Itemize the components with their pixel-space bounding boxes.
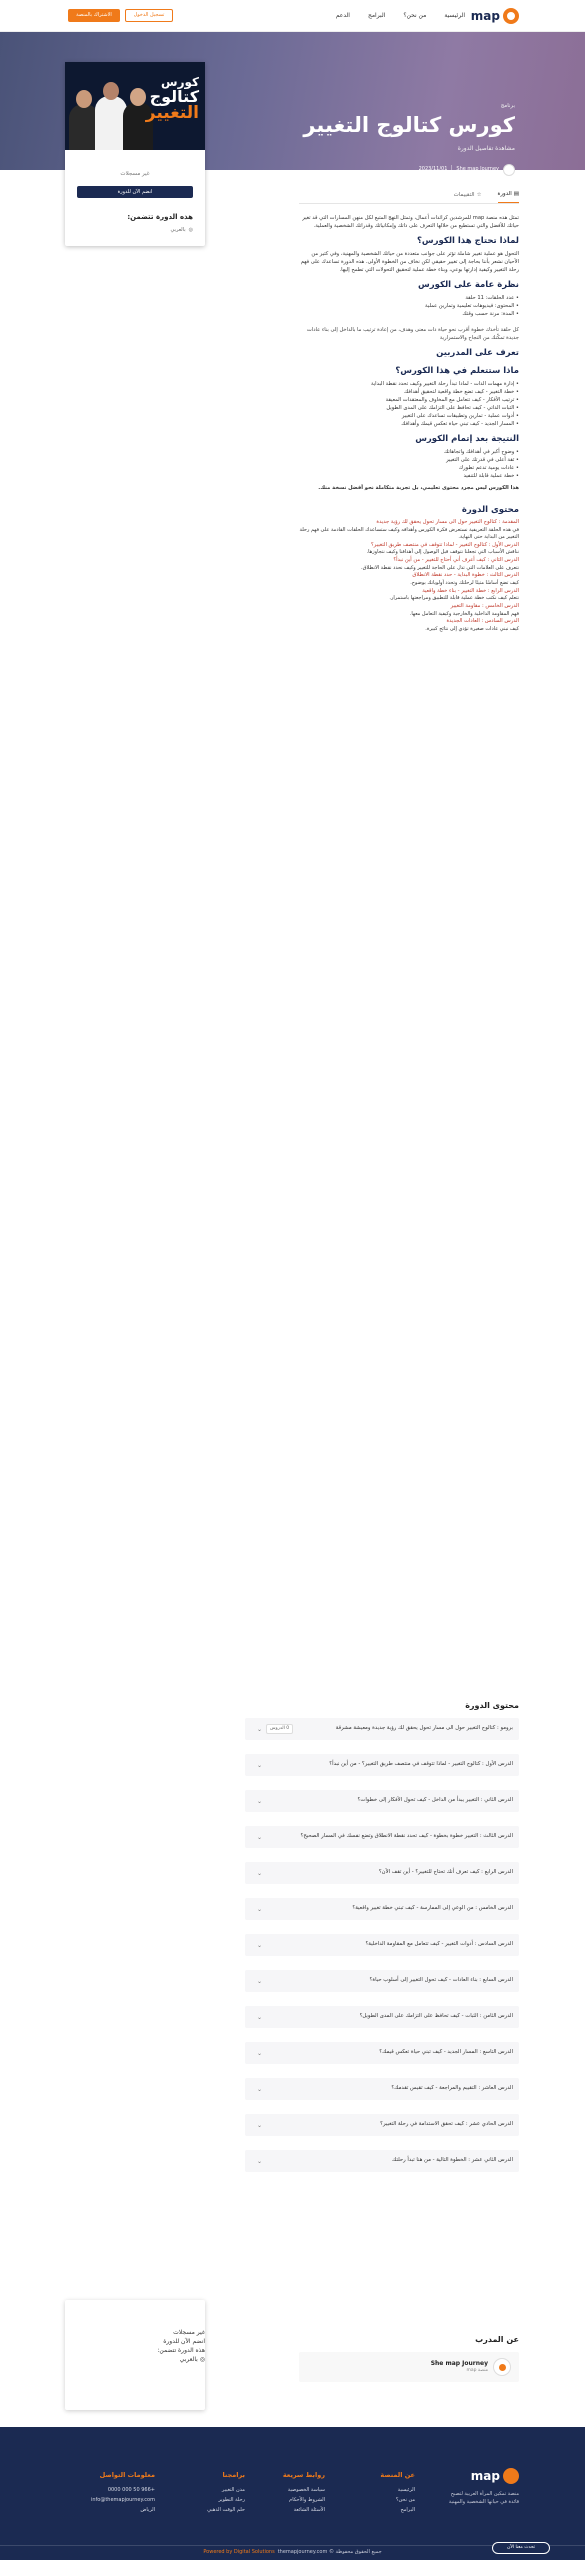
- brand-name: map: [470, 9, 500, 23]
- enroll-card: [65, 62, 205, 246]
- overview-list: [299, 294, 519, 318]
- accordion-label: الدرس الرابع : كيف تعرف أنك تحتاج للتغيير؟ - أين تقف الآن؟: [378, 1869, 513, 1876]
- closing-text: هذا الكورس ليس مجرد محتوى تعليمي، بل تجربة متكاملة نحو أفضل نسخة منك.: [318, 485, 519, 491]
- course-content-heading: محتوى الدورة: [465, 1701, 519, 1710]
- accordion-label: الدرس الثاني عشر : الخطوة التالية - من هنا تبدأ رحلتك: [392, 2157, 513, 2164]
- footer-email[interactable]: info@themapjourney.com: [90, 2497, 155, 2503]
- footer-link[interactable]: رحلة التطوير: [218, 2497, 245, 2503]
- footer-col-contact: معلومات التواصل +966 50 000 0000 info@themapjourney.com الرياض: [90, 2471, 155, 2513]
- accordion-label: برومو : كتالوج التغيير حول الى مسار تحول يحقق لك رؤية جديدة ومعيشة مشرقة: [335, 1725, 513, 1732]
- footer-logo[interactable]: map: [471, 2467, 519, 2485]
- footer-link[interactable]: مدن التغيير: [221, 2487, 245, 2493]
- brand-logo[interactable]: [471, 5, 519, 27]
- coaches-heading: تعرف على المدربين: [436, 348, 519, 359]
- page-subtitle: مشاهدة تفاصيل الدورة: [457, 145, 515, 152]
- lesson-block: الدرس السادس : العادات الجديدة كيف نبني عادات صغيرة تؤدي إلى نتائج كبيرة.: [425, 618, 519, 632]
- enroll-card-bottom: [65, 2300, 205, 2410]
- chevron-down-icon: ⌄: [257, 2157, 263, 2165]
- lesson-block: المقدمة : كتالوج التغيير حول الى مسار تحول يحقق لك رؤية جديدة في هذه الحلقة التعريفية نستعرض فكرة الكورس وأهدافه وكيف ستساعدك الحلقات القادمة على فهم رحلة التغيير من البداية حتى النهاية.: [299, 518, 519, 541]
- list-item: • المدة: مرنة حسب وقتك: [299, 310, 519, 318]
- main-nav: [336, 11, 465, 20]
- list-item: • خطة عملية قابلة للتنفيذ: [299, 472, 519, 480]
- list-item: • عدد الحلقات: 11 حلقة: [299, 294, 519, 302]
- divider: [451, 165, 452, 175]
- course-thumbnail: [65, 62, 205, 150]
- footer-col-quick: روابط سريعة سياسة الخصوصية الشروط والأحكام الأسئلة الشائعة: [282, 2471, 325, 2513]
- highlight-quote: كل حلقة تأخذك خطوة أقرب نحو حياة ذات معنى وهدف، من إعادة ترتيب ما بالداخل إلى بناء عادات جديدة تمكّنك من النجاح والاستمرارية: [306, 327, 519, 342]
- lesson-count-badge: 0 الدروس: [266, 1724, 293, 1735]
- language-row: [65, 227, 193, 235]
- accordion-item[interactable]: [245, 1718, 519, 1740]
- footer-phone[interactable]: +966 50 000 0000: [107, 2487, 155, 2493]
- coach-card[interactable]: [299, 2352, 519, 2382]
- chevron-down-icon: ⌄: [257, 2121, 263, 2129]
- coach-role: منصة map: [466, 2368, 488, 2374]
- accordion-label: الدرس الثالث : التغيير خطوة بخطوة - كيف تحدد نقطة الانطلاق وتضع نفسك في المسار الصحيح؟: [300, 1833, 513, 1840]
- book-icon: ▤: [513, 191, 519, 198]
- list-item: • عادات يومية تدعم تطورك: [299, 464, 519, 472]
- language-row: ◎ بالعربي: [179, 2356, 205, 2363]
- learn-heading: ماذا ستتعلم في هذا الكورس؟: [395, 365, 519, 376]
- course-description: [299, 214, 519, 633]
- site-footer: [0, 2427, 585, 2560]
- accordion-item[interactable]: [245, 1934, 519, 1956]
- list-item: • أدوات عملية - تمارين وتطبيقات تساعدك على التغيير: [299, 412, 519, 420]
- chevron-down-icon: ⌄: [257, 2085, 263, 2093]
- credit-text[interactable]: Powered by Digital Solutions: [203, 2549, 275, 2556]
- list-item: • الثبات الذاتي - كيف تحافظ على التزامك على المدى الطويل: [299, 404, 519, 412]
- chevron-down-icon: ⌄: [257, 1905, 263, 1913]
- accordion-item[interactable]: [245, 2042, 519, 2064]
- copyright-text: جميع الحقوق محفوظة © themapjourney.com: [277, 2549, 382, 2556]
- accordion-label: الدرس العاشر : التقييم والمراجعة - كيف تقيس تقدمك؟: [391, 2085, 513, 2092]
- course-tabs: [299, 190, 519, 204]
- list-item: • المسار الجديد - كيف تبني حياة تعكس قيمك وأهدافك: [299, 420, 519, 428]
- accordion-item[interactable]: [245, 1790, 519, 1812]
- list-item: • إدارة مهمات الذات - لماذا تبدأ رحلة التغيير وكيف تحدد نقطة البداية: [299, 380, 519, 388]
- accordion-label: الدرس الخامس : من الوعي إلى الممارسة - كيف تبني خطة تغيير واقعية؟: [352, 1905, 513, 1912]
- coach-name: She map Journey: [430, 2360, 488, 2368]
- accordion-label: الدرس السابع : بناء العادات - كيف تحول التغيير إلى أسلوب حياة؟: [369, 1977, 513, 1984]
- results-list: [299, 448, 519, 480]
- lesson-block: الدرس الثالث : خطوة البداية - حدد نقطة الانطلاق كيف تضع أساسًا متينًا لرحلتك وتحدد أولوياتك بوضوح.: [410, 572, 519, 586]
- overview-heading: نظرة عامة على الكورس: [418, 280, 519, 291]
- list-item: • المحتوى: فيديوهات تعليمية وتمارين عملية: [299, 302, 519, 310]
- chevron-down-icon: ⌄: [257, 1869, 263, 1877]
- chevron-down-icon: ⌄: [257, 1977, 263, 1985]
- list-item: • ترتيب الأفكار - كيف تتعامل مع المخاوف والمعتقدات المعيقة: [299, 396, 519, 404]
- chevron-down-icon: ⌄: [257, 1761, 263, 1769]
- lesson-block: الدرس الرابع : خطة التغيير - بناء خطة واقعية نتعلم كيف نكتب خطة عملية قابلة للتطبيق ومراجعتها باستمرار.: [389, 587, 519, 602]
- signup-button[interactable]: الاشتراك بالمنصة: [68, 9, 120, 22]
- accordion-label: الدرس التاسع : المسار الجديد - كيف تبني حياة تعكس قيمك؟: [379, 2049, 513, 2056]
- footer-col-about: عن المنصة الرئيسية من نحن؟ البرامج: [380, 2471, 415, 2513]
- top-navbar: [0, 0, 585, 32]
- page-title: كورس كتالوج التغيير: [303, 113, 515, 137]
- price-label: غير مسجلات: [173, 2329, 205, 2336]
- chevron-down-icon: ⌄: [257, 1725, 263, 1733]
- join-course-button[interactable]: انضم الآن للدورة: [77, 186, 193, 198]
- instructor-row: [419, 164, 515, 176]
- accordion-label: الدرس الثامن : الثبات - كيف تحافظ على التزامك على المدى الطويل؟: [359, 2013, 513, 2020]
- accordion-label: الدرس الحادي عشر : كيف تحقق الاستدامة في رحلة التغيير؟: [380, 2121, 513, 2128]
- accordion-item[interactable]: [245, 2006, 519, 2028]
- footer-col-programs: برامجنا مدن التغيير رحلة التطوير حلم الوقت الذهبي: [207, 2471, 245, 2513]
- join-course-button[interactable]: انضم الآن للدورة: [163, 2338, 205, 2345]
- lesson-block: الدرس الأول : كتالوج التغيير - لماذا تتوقف في منتصف طريق التغيير؟ نناقش الأسباب التي تجعلنا نتوقف قبل الوصول إلى أهدافنا وكيف نتجاوزها.: [366, 541, 519, 556]
- footer-link[interactable]: الأسئلة الشائعة: [293, 2507, 325, 2513]
- lesson-block: الدرس الخامس : مقاومة التغيير فهم المقاومة الداخلية والخارجية وكيفية التعامل معها.: [409, 602, 519, 617]
- chevron-down-icon: ⌄: [257, 2013, 263, 2021]
- intro-text: تمثل هذه منصة map للمرشدين كرائدات أعمال، وتمثل النهج المتبع لكل منهن المسارات التي قد تغير حياتك للأفضل والتي تستطيع من خلالها التعرف على ذاتك وإمكانياتك وقدراتك الشخصية والعملية.: [302, 215, 519, 230]
- chevron-down-icon: ⌄: [257, 2049, 263, 2057]
- accordion-label: الدرس الثاني : التغيير يبدأ من الداخل - كيف تحول الأفكار إلى خطوات؟: [357, 1797, 513, 1804]
- chat-button[interactable]: تحدث معنا الآن: [492, 2542, 550, 2554]
- login-button[interactable]: تسجيل الدخول: [125, 9, 173, 22]
- accordion-item[interactable]: [245, 2078, 519, 2100]
- tab-course[interactable]: ▤ الدورة: [498, 190, 520, 203]
- globe-icon: ◎: [199, 2356, 205, 2363]
- chevron-down-icon: ⌄: [257, 1833, 263, 1841]
- accordion-label: الدرس السادس : أدوات التغيير - كيف تتعامل مع المقاومة الداخلية؟: [365, 1941, 513, 1948]
- learn-list: [299, 380, 519, 428]
- nav-programs[interactable]: البرامج: [367, 12, 386, 19]
- chevron-down-icon: ⌄: [257, 1797, 263, 1805]
- price-label: غير مسجلات: [120, 171, 150, 177]
- accordion-item[interactable]: [245, 2114, 519, 2136]
- avatar: [503, 164, 515, 176]
- star-icon: ☆: [476, 191, 482, 198]
- coach-heading: عن المدرب: [475, 2335, 519, 2344]
- why-text: التحول هو عملية تغيير شاملة تؤثر على جوانب متعددة من حياتك الشخصية والمهنية، وفي كثير من الأحيان نشعر بأننا بحاجة إلى تغيير حقيقي لكن نخاف من الخطوة الأولى. هذه الدورة تساعدك على فهم رحلة التغيير وكيفية إدارتها بوعي، وبناء خطة عملية لتحقيق التحولات التي تطمح إليها.: [300, 250, 519, 273]
- footer-link[interactable]: الرئيسية: [397, 2487, 415, 2493]
- includes-heading: هذه الدورة تتضمن:: [127, 213, 193, 222]
- logo-icon: [503, 8, 519, 24]
- lessons-details: [299, 519, 519, 634]
- accordion-item[interactable]: [245, 1754, 519, 1776]
- nav-support[interactable]: الدعم: [335, 12, 350, 19]
- accordion-item[interactable]: [245, 1862, 519, 1884]
- footer-link[interactable]: الشروط والأحكام: [289, 2497, 325, 2503]
- footer-link[interactable]: حلم الوقت الذهبي: [207, 2507, 245, 2513]
- nav-about[interactable]: من نحن؟: [403, 12, 427, 19]
- footer-link[interactable]: من نحن؟: [395, 2497, 415, 2503]
- breadcrumb[interactable]: برنامج: [500, 103, 515, 109]
- nav-home[interactable]: الرئيسية: [444, 12, 465, 19]
- list-item: • وضوح أكبر في أهدافك واتجاهاتك: [299, 448, 519, 456]
- accordion-label: الدرس الأول : كتالوج التغيير - لماذا تتوقف في منتصف طريق التغيير؟ - من أين نبدأ؟: [329, 1761, 513, 1768]
- accordion-item[interactable]: [245, 2150, 519, 2172]
- why-heading: لماذا تحتاج هذا الكورس؟: [417, 236, 519, 247]
- footer-link[interactable]: سياسة الخصوصية: [287, 2487, 325, 2493]
- list-item: • ثقة أعلى في قدرتك على التغيير: [299, 456, 519, 464]
- results-heading: النتيجة بعد إتمام الكورس: [415, 434, 519, 444]
- accordion-item[interactable]: [245, 1898, 519, 1920]
- publish-date: 2023/11/01: [418, 166, 448, 173]
- lesson-block: الدرس الثاني : كيف أعرف أني أحتاج للتغيير - من أين نبدأ؟ نتعرف على العلامات التي تدل على الحاجة للتغيير وكيف نحدد نقطة الانطلاق.: [361, 556, 519, 571]
- thumbnail-title: كورس كتالوج التغيير: [145, 75, 199, 124]
- accordion-item[interactable]: [245, 1970, 519, 1992]
- includes-heading: هذه الدورة تتضمن:: [157, 2347, 205, 2354]
- logo-icon: [503, 2468, 519, 2484]
- language-label: بالعربي: [170, 226, 186, 233]
- footer-location: الرياض: [140, 2507, 155, 2513]
- footer-link[interactable]: البرامج: [400, 2507, 415, 2513]
- accordion-item[interactable]: [245, 1826, 519, 1848]
- instructor-name[interactable]: She map Journey: [456, 166, 499, 173]
- lessons-heading: محتوى الدورة: [461, 505, 519, 516]
- footer-description: منصة تمكين المرأة العربية لتصبح قائدة في حياتها الشخصية والمهنية: [448, 2491, 519, 2505]
- instructors-photo: [65, 80, 155, 150]
- tab-reviews[interactable]: ☆ التقييمات: [453, 191, 482, 198]
- chevron-down-icon: ⌄: [257, 1941, 263, 1949]
- list-item: • خطة التغيير - كيف تضع خطة واقعية لتحقيق أهدافك: [299, 388, 519, 396]
- avatar: [493, 2358, 511, 2376]
- globe-icon: ◎: [188, 226, 193, 233]
